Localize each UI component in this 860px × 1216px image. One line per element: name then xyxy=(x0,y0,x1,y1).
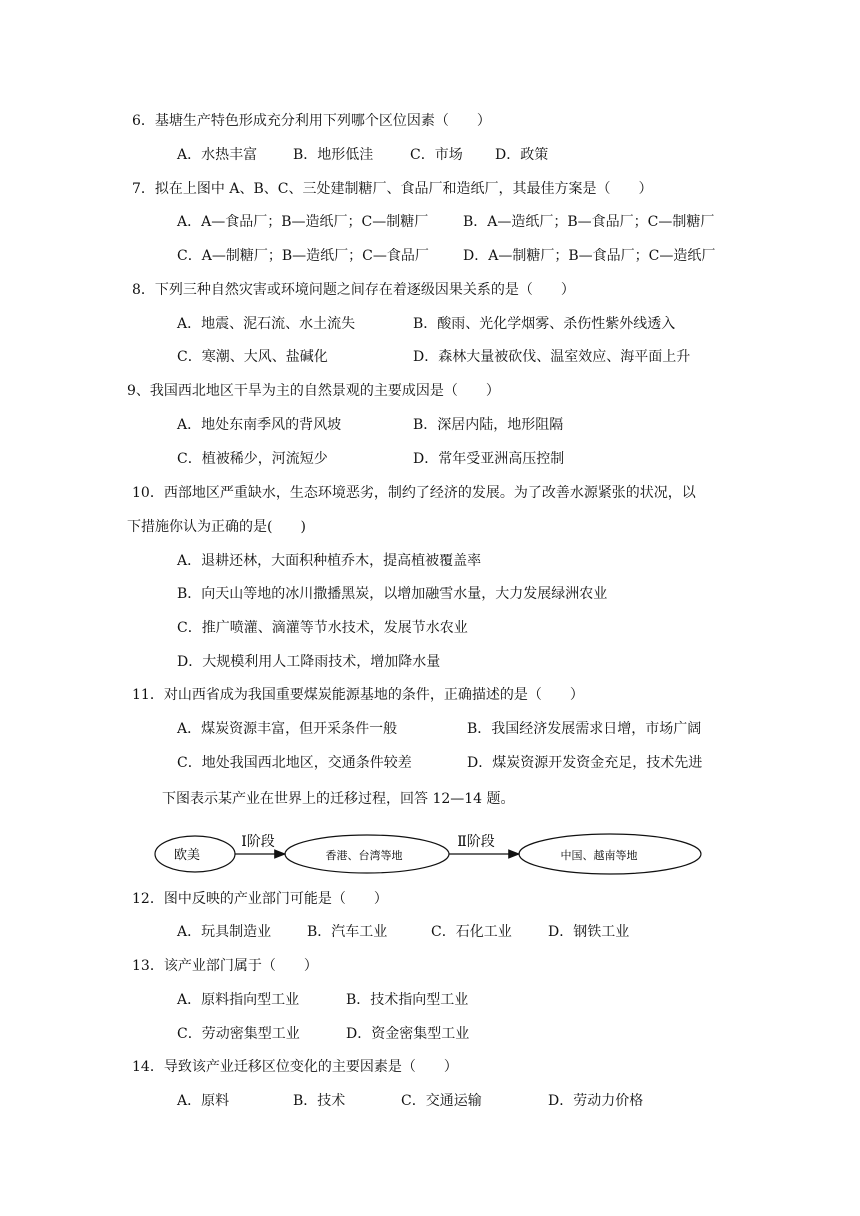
node-2-label: 香港、台湾等地 xyxy=(325,849,403,862)
question-13-option-c: C．劳动密集型工业 xyxy=(177,1026,300,1042)
question-7-option-a: A．A—食品厂；B—造纸厂；C—制糖厂 xyxy=(177,214,429,230)
question-10-stem-line1: 10．西部地区严重缺水，生态环境恶劣，制约了经济的发展。为了改善水源紧张的状况，以 xyxy=(132,485,696,501)
question-11-option-c: C．地处我国西北地区，交通条件较差 xyxy=(177,755,412,771)
question-7-option-c: C．A—制糖厂；B—造纸厂；C—食品厂 xyxy=(177,248,429,264)
question-12-option-d: D．钢铁工业 xyxy=(548,924,630,940)
question-12-stem: 12．图中反映的产业部门可能是（ ） xyxy=(132,891,388,907)
question-6-option-a: A．水热丰富 xyxy=(177,147,258,163)
question-7-option-b: B．A—造纸厂；B—食品厂；C—制糖厂 xyxy=(463,214,715,230)
arrow-2-label: Ⅱ阶段 xyxy=(457,834,495,850)
question-9-stem: 9、我国西北地区干旱为主的自然景观的主要成因是（ ） xyxy=(127,383,500,399)
question-11-option-b: B．我国经济发展需求日增，市场广阔 xyxy=(467,721,702,737)
question-10-option-c: C．推广喷灌、滴灌等节水技术，发展节水农业 xyxy=(177,620,468,636)
question-9-option-d: D．常年受亚洲高压控制 xyxy=(413,451,565,467)
question-13-option-d: D．资金密集型工业 xyxy=(346,1026,470,1042)
question-9-option-c: C．植被稀少，河流短少 xyxy=(177,451,328,467)
question-13-option-a: A．原料指向型工业 xyxy=(177,992,300,1008)
question-6-option-d: D．政策 xyxy=(495,147,549,163)
question-14-stem: 14．导致该产业迁移区位变化的主要因素是（ ） xyxy=(132,1059,458,1075)
question-9-option-a: A．地处东南季风的背风坡 xyxy=(177,417,342,433)
industry-migration-diagram xyxy=(0,820,860,890)
question-14-option-d: D．劳动力价格 xyxy=(548,1093,644,1109)
question-8-stem: 8．下列三种自然灾害或环境问题之间存在着逐级因果关系的是（ ） xyxy=(132,282,575,298)
question-10-option-d: D．大规模利用人工降雨技术，增加降水量 xyxy=(177,654,441,670)
arrow-1-label: Ⅰ阶段 xyxy=(241,834,275,850)
question-14-option-b: B．技术 xyxy=(293,1093,346,1109)
question-14-option-c: C．交通运输 xyxy=(401,1093,482,1109)
question-11-stem: 11．对山西省成为我国重要煤炭能源基地的条件，正确描述的是（ ） xyxy=(132,687,584,703)
question-12-option-c: C．石化工业 xyxy=(431,924,512,940)
question-9-option-b: B．深居内陆，地形阻隔 xyxy=(413,417,564,433)
question-10-option-a: A．退耕还林，大面积种植乔木，提高植被覆盖率 xyxy=(177,553,482,569)
question-8-option-b: B．酸雨、光化学烟雾、杀伤性紫外线透入 xyxy=(413,316,676,332)
question-13-stem: 13．该产业部门属于（ ） xyxy=(132,958,318,974)
question-7-stem: 7．拟在上图中 A、B、C、三处建制糖厂、食品厂和造纸厂，其最佳方案是（ ） xyxy=(132,181,653,197)
question-12-option-b: B．汽车工业 xyxy=(307,924,388,940)
question-11-option-a: A．煤炭资源丰富，但开采条件一般 xyxy=(177,721,398,737)
question-8-option-d: D．森林大量被砍伐、温室效应、海平面上升 xyxy=(413,349,691,365)
question-10-stem-line2: 下措施你认为正确的是( ) xyxy=(127,519,306,535)
question-8-option-a: A．地震、泥石流、水土流失 xyxy=(177,316,356,332)
question-8-option-c: C．寒潮、大风、盐碱化 xyxy=(177,349,328,365)
question-11-option-d: D．煤炭资源开发资金充足，技术先进 xyxy=(467,755,703,771)
question-10-option-b: B．向天山等地的冰川撒播黑炭，以增加融雪水量，大力发展绿洲农业 xyxy=(177,586,608,602)
question-7-option-d: D．A—制糖厂；B—食品厂；C—造纸厂 xyxy=(463,248,716,264)
node-3-label: 中国、越南等地 xyxy=(560,849,638,862)
question-12-option-a: A．玩具制造业 xyxy=(177,924,272,940)
question-6-stem: 6．基塘生产特色形成充分利用下列哪个区位因素（ ） xyxy=(132,113,491,129)
question-13-option-b: B．技术指向型工业 xyxy=(346,992,469,1008)
node-1-label: 欧美 xyxy=(173,848,201,863)
question-14-option-a: A．原料 xyxy=(177,1093,230,1109)
diagram-intro: 下图表示某产业在世界上的迁移过程，回答 12—14 题。 xyxy=(162,791,515,807)
question-6-option-b: B．地形低洼 xyxy=(293,147,374,163)
question-6-option-c: C．市场 xyxy=(410,147,463,163)
